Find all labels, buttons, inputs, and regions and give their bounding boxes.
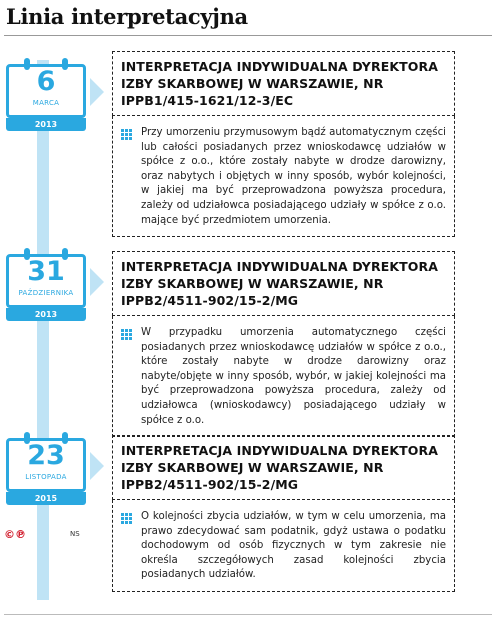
date-day: 23 — [27, 440, 65, 471]
grid-bullet-icon — [121, 129, 132, 140]
bottom-divider — [4, 614, 492, 615]
card-heading: INTERPRETACJA INDYWIDUALNA DYREKTORA IZBY SKARBOWEJ W WARSZAWIE, NR IPPB2/4511-902/15-2/MG — [112, 251, 455, 316]
date-year: 2013 — [6, 308, 86, 321]
interpretation-card-3 — [112, 435, 455, 592]
date-day: 31 — [27, 256, 65, 287]
author-credit: NS — [70, 530, 80, 538]
date-badge-2 — [6, 246, 94, 319]
page-title: Linia interpretacyjna — [6, 4, 248, 29]
card-body — [112, 316, 455, 437]
date-year: 2015 — [6, 492, 86, 505]
date-month: PAŹDZIERNIKA — [18, 289, 74, 297]
title-divider — [4, 35, 492, 36]
grid-bullet-icon — [121, 329, 132, 340]
card-text: O kolejności zbycia udziałów, w tym w celu umorzenia, ma prawo zdecydować sam podatnik, gdyż ustawa o podatku dochodowym od osób fizycznych w tym zakresie nie określa szczegółowych zasad kolejności zbycia posiadanych udziałów. — [141, 511, 446, 581]
interpretation-card-1 — [112, 51, 455, 237]
arrow-right-icon — [90, 78, 104, 106]
card-body — [112, 500, 455, 592]
card-text: W przypadku umorzenia automatycznego części posiadanych przez wnioskodawcę udziałów w spółce z o.o., które zostały nabyte w drodze darowizny oraz nabyte/objęte w inny sposób, wybór, w jakiej kolejności ma być przeprowadzona powyższa procedura, zależy od udziałowca (wnioskodawcy) posiadającego udziały w spółce z o.o. — [141, 327, 446, 426]
arrow-right-icon — [90, 452, 104, 480]
date-year: 2013 — [6, 118, 86, 131]
interpretation-card-2 — [112, 251, 455, 437]
arrow-right-icon — [90, 268, 104, 296]
date-month: MARCA — [32, 99, 60, 107]
publisher-logo: ©℗ — [4, 528, 26, 541]
date-day: 6 — [36, 66, 56, 97]
card-heading: INTERPRETACJA INDYWIDUALNA DYREKTORA IZBY SKARBOWEJ W WARSZAWIE, NR IPPB1/415-1621/12-3/EC — [112, 51, 455, 116]
date-month: LISTOPADA — [25, 473, 67, 481]
timeline-bar — [37, 60, 49, 600]
date-badge-1 — [6, 56, 94, 129]
date-badge-3 — [6, 430, 94, 503]
card-text: Przy umorzeniu przymusowym bądź automatycznym części lub całości posiadanych przez wnioskodawcę udziałów w spółce z o.o., które zostały nabyte w drodze darowizny, oraz nabytych i objętych w inny sposób, wybór kolejności, w jakiej ma być przeprowadzona powyższa procedura, zależy od udziałowca posiadającego udziały w spółce z o.o. mające być przedmiotem umorzenia. — [141, 127, 446, 226]
grid-bullet-icon — [121, 513, 132, 524]
card-body — [112, 116, 455, 237]
card-heading: INTERPRETACJA INDYWIDUALNA DYREKTORA IZBY SKARBOWEJ W WARSZAWIE, NR IPPB2/4511-902/15-2/MG — [112, 435, 455, 500]
